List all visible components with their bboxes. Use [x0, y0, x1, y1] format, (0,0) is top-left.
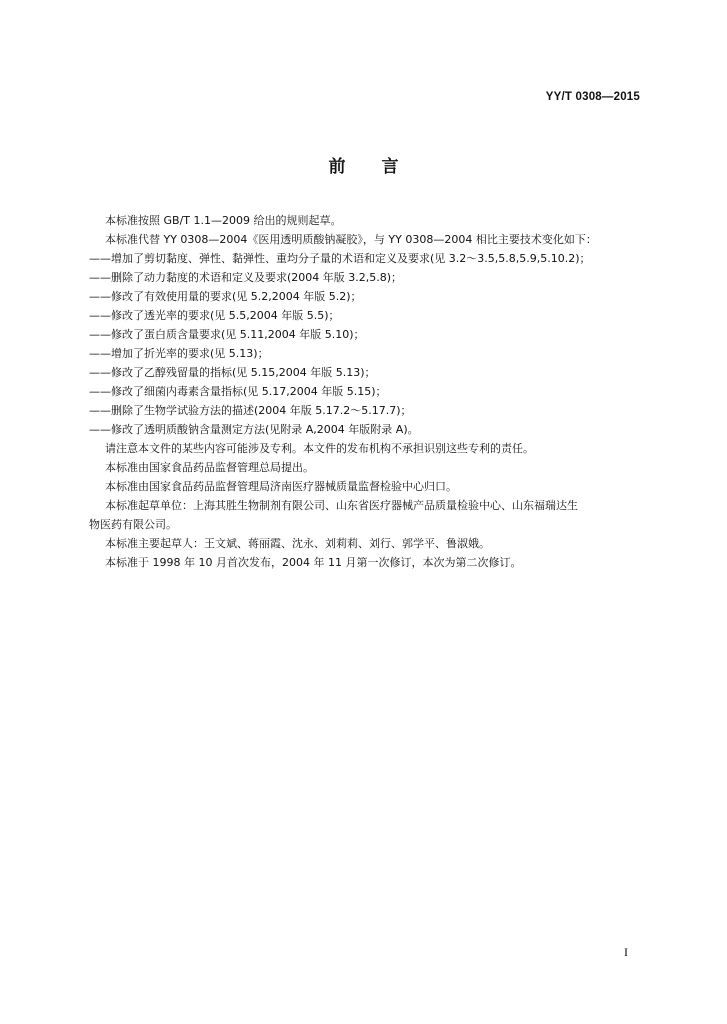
page-number: I: [624, 945, 628, 959]
paragraph-publication-history: 本标准于 1998 年 10 月首次发布，2004 年 11 月第一次修订，本次为第二次修订。: [105, 556, 522, 569]
change-item: ——增加了剪切黏度、弹性、黏弹性、重均分子量的术语和定义及要求(见 3.2～3.5,5.8,5.9,5.10.2)；: [89, 252, 591, 265]
standard-code: YY/T 0308—2015: [545, 91, 640, 103]
change-item: ——增加了折光率的要求(见 5.13)；: [89, 347, 269, 360]
paragraph-under-jurisdiction: 本标准由国家食品药品监督管理局济南医疗器械质量监督检验中心归口。: [105, 480, 457, 493]
paragraph-proposed-by: 本标准由国家食品药品监督管理总局提出。: [105, 461, 314, 474]
change-item: ——修改了有效使用量的要求(见 5.2,2004 年版 5.2)；: [89, 290, 362, 303]
change-item: ——修改了蛋白质含量要求(见 5.11,2004 年版 5.10)；: [89, 328, 365, 341]
change-item: ——修改了透光率的要求(见 5.5,2004 年版 5.5)；: [89, 309, 340, 322]
page-title: 前言: [328, 157, 435, 177]
change-item: ——修改了乙醇残留量的指标(见 5.15,2004 年版 5.13)；: [89, 366, 376, 379]
change-item: ——删除了动力黏度的术语和定义及要求(2004 年版 3.2,5.8)；: [89, 271, 403, 284]
paragraph-replaces: 本标准代替 YY 0308—2004《医用透明质酸钠凝胶》，与 YY 0308—2004 相比主要技术变化如下：: [105, 233, 597, 246]
paragraph-patent-notice: 请注意本文件的某些内容可能涉及专利。本文件的发布机构不承担识别这些专利的责任。: [105, 442, 534, 455]
paragraph-drafting-units: 本标准起草单位：上海其胜生物制剂有限公司、山东省医疗器械产品质量检验中心、山东福瑞达生: [105, 499, 578, 512]
paragraph-drafting-units-continued: 物医药有限公司。: [89, 518, 177, 531]
change-item: ——修改了细菌内毒素含量指标(见 5.17,2004 年版 5.15)；: [89, 385, 387, 398]
change-item: ——修改了透明质酸钠含量测定方法(见附录 A,2004 年版附录 A)。: [89, 423, 419, 436]
paragraph-drafting-rules: 本标准按照 GB/T 1.1—2009 给出的规则起草。: [105, 214, 342, 227]
paragraph-main-drafters: 本标准主要起草人：王文斌、蒋丽霞、沈永、刘莉莉、刘行、郭学平、鲁淑娥。: [105, 537, 490, 550]
change-item: ——删除了生物学试验方法的描述(2004 年版 5.17.2～5.17.7)；: [89, 404, 412, 417]
